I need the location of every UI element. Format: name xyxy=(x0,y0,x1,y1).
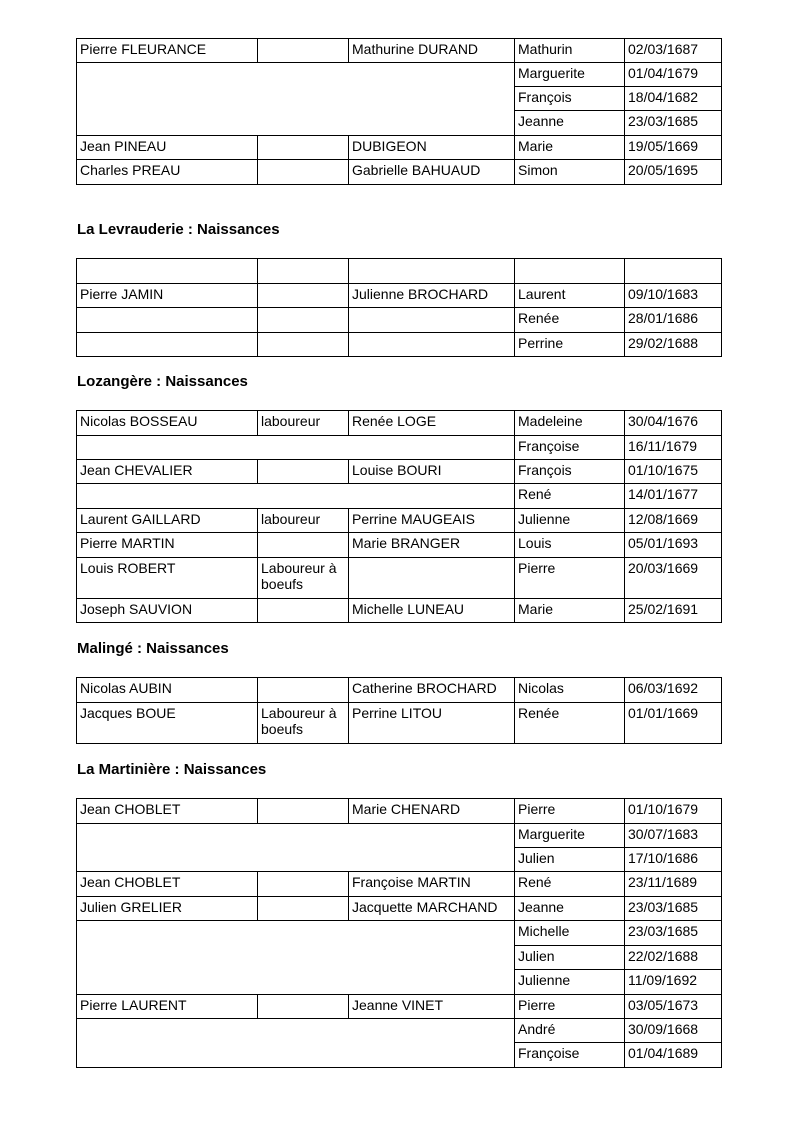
child-cell: Marguerite xyxy=(515,824,625,848)
merged-parent-cell xyxy=(77,436,515,460)
mother-cell: Perrine LITOU xyxy=(349,703,515,744)
child-cell: Mathurin xyxy=(515,39,625,63)
occupation-cell xyxy=(258,259,349,284)
date-cell: 02/03/1687 xyxy=(625,39,722,63)
child-cell: Renée xyxy=(515,703,625,744)
table-row xyxy=(77,703,722,744)
mother-cell: Françoise MARTIN xyxy=(349,872,515,897)
date-cell: 01/04/1679 xyxy=(625,63,722,87)
child-cell: Jeanne xyxy=(515,111,625,136)
date-cell: 16/11/1679 xyxy=(625,436,722,460)
table-row xyxy=(77,799,722,824)
child-cell: Marie xyxy=(515,136,625,160)
occupation-cell xyxy=(258,533,349,558)
table-row xyxy=(77,411,722,436)
table-row xyxy=(77,1019,722,1043)
table-row xyxy=(77,259,722,284)
date-cell: 23/03/1685 xyxy=(625,897,722,921)
births-table-malinge xyxy=(76,677,722,744)
father-cell xyxy=(77,333,258,357)
table-row xyxy=(77,872,722,897)
father-cell: Nicolas BOSSEAU xyxy=(77,411,258,436)
occupation-cell xyxy=(258,897,349,921)
father-cell: Nicolas AUBIN xyxy=(77,678,258,703)
births-table-levrauderie xyxy=(76,258,722,357)
child-cell: Françoise xyxy=(515,436,625,460)
occupation-cell xyxy=(258,995,349,1019)
merged-parent-cell xyxy=(77,824,515,872)
date-cell: 30/04/1676 xyxy=(625,411,722,436)
father-cell: Pierre FLEURANCE xyxy=(77,39,258,63)
child-cell: Marguerite xyxy=(515,63,625,87)
occupation-cell: Laboureur à boeufs xyxy=(258,558,349,599)
father-cell xyxy=(77,259,258,284)
mother-cell: Julienne BROCHARD xyxy=(349,284,515,308)
date-cell: 11/09/1692 xyxy=(625,970,722,995)
father-cell: Julien GRELIER xyxy=(77,897,258,921)
child-cell: Laurent xyxy=(515,284,625,308)
table-row xyxy=(77,63,722,87)
merged-parent-cell xyxy=(77,1019,515,1068)
child-cell: François xyxy=(515,460,625,484)
father-cell: Joseph SAUVION xyxy=(77,599,258,623)
table-row xyxy=(77,160,722,185)
date-cell: 01/10/1679 xyxy=(625,799,722,824)
child-cell: Simon xyxy=(515,160,625,185)
child-cell: Renée xyxy=(515,308,625,333)
mother-cell: Marie BRANGER xyxy=(349,533,515,558)
mother-cell xyxy=(349,333,515,357)
child-cell: Michelle xyxy=(515,921,625,946)
date-cell: 23/11/1689 xyxy=(625,872,722,897)
father-cell: Pierre MARTIN xyxy=(77,533,258,558)
date-cell: 05/01/1693 xyxy=(625,533,722,558)
father-cell: Laurent GAILLARD xyxy=(77,509,258,533)
occupation-cell xyxy=(258,39,349,63)
child-cell: Madeleine xyxy=(515,411,625,436)
father-cell: Pierre LAURENT xyxy=(77,995,258,1019)
date-cell: 23/03/1685 xyxy=(625,921,722,946)
child-cell: Julien xyxy=(515,848,625,872)
father-cell: Louis ROBERT xyxy=(77,558,258,599)
occupation-cell xyxy=(258,678,349,703)
child-cell: Julien xyxy=(515,946,625,970)
date-cell: 30/07/1683 xyxy=(625,824,722,848)
occupation-cell: Laboureur à boeufs xyxy=(258,703,349,744)
section-heading-martiniere: La Martinière : Naissances xyxy=(77,761,267,778)
father-cell: Jean PINEAU xyxy=(77,136,258,160)
mother-cell: Jacquette MARCHAND xyxy=(349,897,515,921)
date-cell: 30/09/1668 xyxy=(625,1019,722,1043)
occupation-cell xyxy=(258,308,349,333)
father-cell: Pierre JAMIN xyxy=(77,284,258,308)
table-row xyxy=(77,897,722,921)
occupation-cell xyxy=(258,284,349,308)
occupation-cell xyxy=(258,872,349,897)
mother-cell xyxy=(349,558,515,599)
table-row xyxy=(77,678,722,703)
father-cell: Jean CHOBLET xyxy=(77,872,258,897)
occupation-cell xyxy=(258,599,349,623)
mother-cell: Perrine MAUGEAIS xyxy=(349,509,515,533)
table-row xyxy=(77,824,722,848)
child-cell: Pierre xyxy=(515,995,625,1019)
occupation-cell xyxy=(258,333,349,357)
table-row xyxy=(77,509,722,533)
merged-parent-cell xyxy=(77,63,515,136)
occupation-cell: laboureur xyxy=(258,509,349,533)
father-cell: Jean CHOBLET xyxy=(77,799,258,824)
date-cell xyxy=(625,259,722,284)
section-heading-lozangere: Lozangère : Naissances xyxy=(77,373,248,390)
date-cell: 20/05/1695 xyxy=(625,160,722,185)
date-cell: 01/04/1689 xyxy=(625,1043,722,1068)
father-cell: Jacques BOUE xyxy=(77,703,258,744)
table-row xyxy=(77,284,722,308)
date-cell: 09/10/1683 xyxy=(625,284,722,308)
date-cell: 18/04/1682 xyxy=(625,87,722,111)
date-cell: 28/01/1686 xyxy=(625,308,722,333)
father-cell xyxy=(77,308,258,333)
date-cell: 22/02/1688 xyxy=(625,946,722,970)
date-cell: 17/10/1686 xyxy=(625,848,722,872)
date-cell: 23/03/1685 xyxy=(625,111,722,136)
mother-cell: Catherine BROCHARD xyxy=(349,678,515,703)
child-cell: Jeanne xyxy=(515,897,625,921)
table-row xyxy=(77,460,722,484)
child-cell: René xyxy=(515,484,625,509)
mother-cell: Gabrielle BAHUAUD xyxy=(349,160,515,185)
table-row xyxy=(77,921,722,946)
child-cell: François xyxy=(515,87,625,111)
occupation-cell xyxy=(258,160,349,185)
child-cell: Françoise xyxy=(515,1043,625,1068)
mother-cell: Renée LOGE xyxy=(349,411,515,436)
births-table-continued xyxy=(76,38,722,185)
child-cell: Pierre xyxy=(515,558,625,599)
date-cell: 06/03/1692 xyxy=(625,678,722,703)
births-table-lozangere xyxy=(76,410,722,623)
child-cell: André xyxy=(515,1019,625,1043)
table-row xyxy=(77,533,722,558)
date-cell: 20/03/1669 xyxy=(625,558,722,599)
father-cell: Charles PREAU xyxy=(77,160,258,185)
occupation-cell xyxy=(258,799,349,824)
child-cell: Louis xyxy=(515,533,625,558)
mother-cell xyxy=(349,308,515,333)
table-row xyxy=(77,436,722,460)
merged-parent-cell xyxy=(77,921,515,995)
births-table-martiniere xyxy=(76,798,722,1068)
date-cell: 25/02/1691 xyxy=(625,599,722,623)
date-cell: 03/05/1673 xyxy=(625,995,722,1019)
mother-cell: DUBIGEON xyxy=(349,136,515,160)
child-cell xyxy=(515,259,625,284)
table-row xyxy=(77,39,722,63)
father-cell: Jean CHEVALIER xyxy=(77,460,258,484)
table-row xyxy=(77,308,722,333)
occupation-cell: laboureur xyxy=(258,411,349,436)
occupation-cell xyxy=(258,460,349,484)
child-cell: Julienne xyxy=(515,509,625,533)
date-cell: 19/05/1669 xyxy=(625,136,722,160)
table-row xyxy=(77,484,722,509)
table-row xyxy=(77,599,722,623)
section-heading-malinge: Malingé : Naissances xyxy=(77,640,229,657)
mother-cell: Marie CHENARD xyxy=(349,799,515,824)
date-cell: 01/01/1669 xyxy=(625,703,722,744)
table-row xyxy=(77,558,722,599)
child-cell: Julienne xyxy=(515,970,625,995)
mother-cell: Michelle LUNEAU xyxy=(349,599,515,623)
occupation-cell xyxy=(258,136,349,160)
date-cell: 12/08/1669 xyxy=(625,509,722,533)
table-row xyxy=(77,995,722,1019)
merged-parent-cell xyxy=(77,484,515,509)
child-cell: Pierre xyxy=(515,799,625,824)
mother-cell: Louise BOURI xyxy=(349,460,515,484)
table-row xyxy=(77,333,722,357)
mother-cell: Mathurine DURAND xyxy=(349,39,515,63)
section-heading-levrauderie: La Levrauderie : Naissances xyxy=(77,221,280,238)
date-cell: 29/02/1688 xyxy=(625,333,722,357)
table-row xyxy=(77,136,722,160)
child-cell: Perrine xyxy=(515,333,625,357)
mother-cell xyxy=(349,259,515,284)
mother-cell: Jeanne VINET xyxy=(349,995,515,1019)
child-cell: Marie xyxy=(515,599,625,623)
child-cell: René xyxy=(515,872,625,897)
date-cell: 01/10/1675 xyxy=(625,460,722,484)
date-cell: 14/01/1677 xyxy=(625,484,722,509)
child-cell: Nicolas xyxy=(515,678,625,703)
